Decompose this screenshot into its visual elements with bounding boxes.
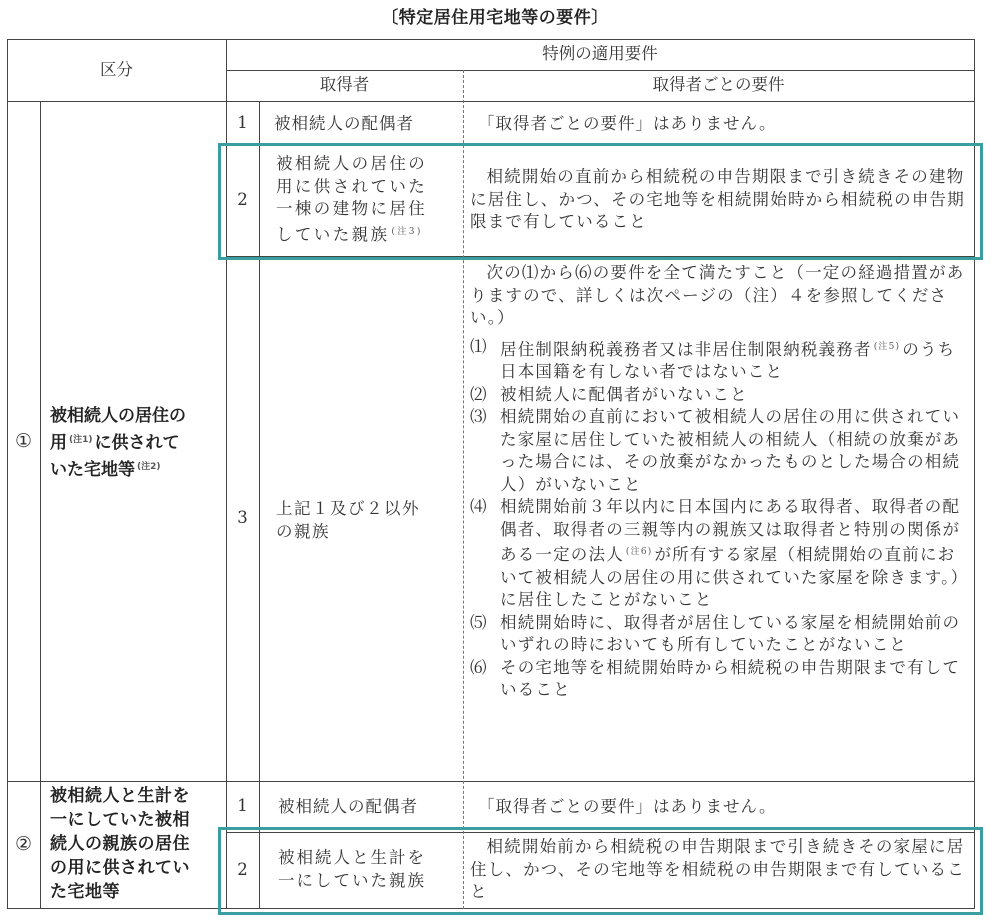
requirement-cell: 「取得者ごとの要件」はありません。	[478, 114, 777, 133]
category-line: 被相続人と生計を	[50, 786, 190, 806]
table-border-bottom	[7, 908, 975, 909]
row-divider	[226, 832, 975, 833]
note-ref: (注3)	[391, 226, 423, 237]
row-divider	[226, 145, 975, 146]
requirement-cell-list	[470, 262, 970, 702]
acquirer-cell	[278, 847, 463, 892]
category-line: 被相続人の居住の	[50, 406, 186, 426]
item-number: ⑵	[470, 384, 488, 404]
item-number: ⑸	[470, 612, 488, 632]
item-number: ⑴	[470, 336, 488, 356]
requirement-item	[470, 496, 970, 612]
row-divider	[226, 256, 975, 257]
header-acquirer-requirements: 取得者ごとの要件	[652, 75, 785, 95]
section-marker-2: ②	[14, 833, 33, 856]
acquirer-line: 用に供されていた	[276, 176, 428, 196]
category-text: 用	[50, 433, 67, 453]
acquirer-line: 上記１及び２以外	[276, 499, 420, 518]
acquirer-line: 一にしていた親族	[278, 870, 426, 890]
acquirer-line	[276, 221, 461, 247]
requirement-cell: 「取得者ごとの要件」はありません。	[478, 797, 777, 816]
acquirer-cell: 被相続人の配偶者	[278, 797, 418, 816]
header-category: 区分	[100, 59, 133, 79]
acquirer-line: 被相続人と生計を	[278, 848, 426, 867]
note-ref: (注2)	[137, 462, 161, 472]
item-text: 相続開始時に、取得者が居住している家屋を相続開始前のいずれの時においても所有していたことがないこと	[500, 612, 961, 654]
category-line	[50, 428, 226, 455]
requirement-item	[470, 657, 970, 702]
note-ref: (注6)	[625, 547, 653, 557]
acquirer-cell: 被相続人の配偶者	[274, 114, 414, 133]
section-1-category	[50, 404, 226, 482]
requirement-item	[470, 612, 970, 657]
note-ref: (注1)	[69, 435, 93, 445]
requirement-item	[470, 406, 970, 496]
item-text: 被相続人に配偶者がいないこと	[500, 384, 748, 404]
section-divider	[7, 781, 975, 782]
row-number: 3	[237, 508, 248, 528]
requirement-item	[470, 384, 970, 407]
category-line: た宅地等	[50, 882, 120, 902]
item-text: 相続開始の直前において被相続人の居住の用に供されていた家屋に居住していた被相続人の相続人（相続の放棄があった場合には、その放棄がなかったものとした場合の相続人）がいないこと	[500, 407, 961, 494]
item-text-part: 相続開始前３年以内に日本国内にある取得者、取得者の配偶者、取得者の三親等内の親族又は取得者と特別の関係がある一定の法人	[500, 497, 961, 564]
category-line: 続人の親族の居住	[50, 834, 190, 854]
item-number: ⑹	[470, 657, 488, 677]
acquirer-column-dashed-line	[463, 70, 464, 909]
category-text: に供されて	[94, 433, 180, 453]
section-marker-1: ①	[14, 429, 33, 452]
acquirer-line: の親族	[276, 521, 330, 541]
item-number: ⑷	[470, 497, 488, 516]
page-title: 〔特定居住用宅地等の要件〕	[381, 8, 609, 28]
category-line	[50, 455, 226, 482]
requirement-cell: 相続開始前から相続税の申告期限まで引き続きその家屋に居住し、かつ、その宅地等を相続税の申告期限まで有していること	[470, 837, 965, 901]
requirement-cell: 相続開始の直前から相続税の申告期限まで引き続きその建物に居住し、かつ、その宅地等を相続開始時から相続税の申告期限まで有していること	[470, 167, 965, 231]
acquirer-cell	[276, 153, 461, 246]
table-border-right	[974, 39, 975, 909]
row-number: 2	[237, 190, 248, 210]
item-text-part: 居住制限納税義務者又は非居住制限納税義務者	[500, 339, 872, 359]
category-line: 一にしていた被相	[50, 810, 190, 830]
header-requirements-group: 特例の適用要件	[542, 44, 658, 64]
category-text: いた宅地等	[50, 460, 135, 480]
row-number: 2	[237, 859, 248, 879]
marker-column-line	[40, 101, 41, 909]
item-text: その宅地等を相続開始時から相続税の申告期限まで有していること	[500, 657, 961, 699]
requirement-item	[470, 336, 970, 384]
row-number: 1	[237, 796, 248, 816]
category-line: の用に供されてい	[50, 858, 190, 878]
acquirer-line: 一棟の建物に居住	[276, 199, 428, 218]
item-text	[500, 336, 970, 384]
number-column-line	[259, 101, 260, 909]
row-number: 1	[237, 112, 248, 132]
header-acquirer: 取得者	[319, 75, 370, 95]
item-text	[500, 496, 970, 612]
requirement-intro: 次の⑴から⑹の要件を全て満たすこと（一定の経過措置がありますので、詳しくは次ページの（注）４を参照してください。）	[470, 263, 965, 327]
header-bottom-line	[7, 101, 975, 102]
acquirer-cell	[276, 498, 461, 543]
section-2-category	[50, 784, 226, 904]
note-ref: (注5)	[873, 341, 901, 352]
item-text-part: が所有する家屋（相続開始の直前において被相続人の居住の用に供されていた家屋を除きます。）に居住したことがないこと	[500, 545, 969, 609]
item-number: ⑶	[470, 407, 488, 426]
item-text-part: のうち日本国籍を有しない者ではないこと	[500, 339, 956, 381]
acquirer-line: 被相続人の居住の	[276, 154, 428, 173]
acquirer-text: していた親族	[276, 224, 390, 244]
